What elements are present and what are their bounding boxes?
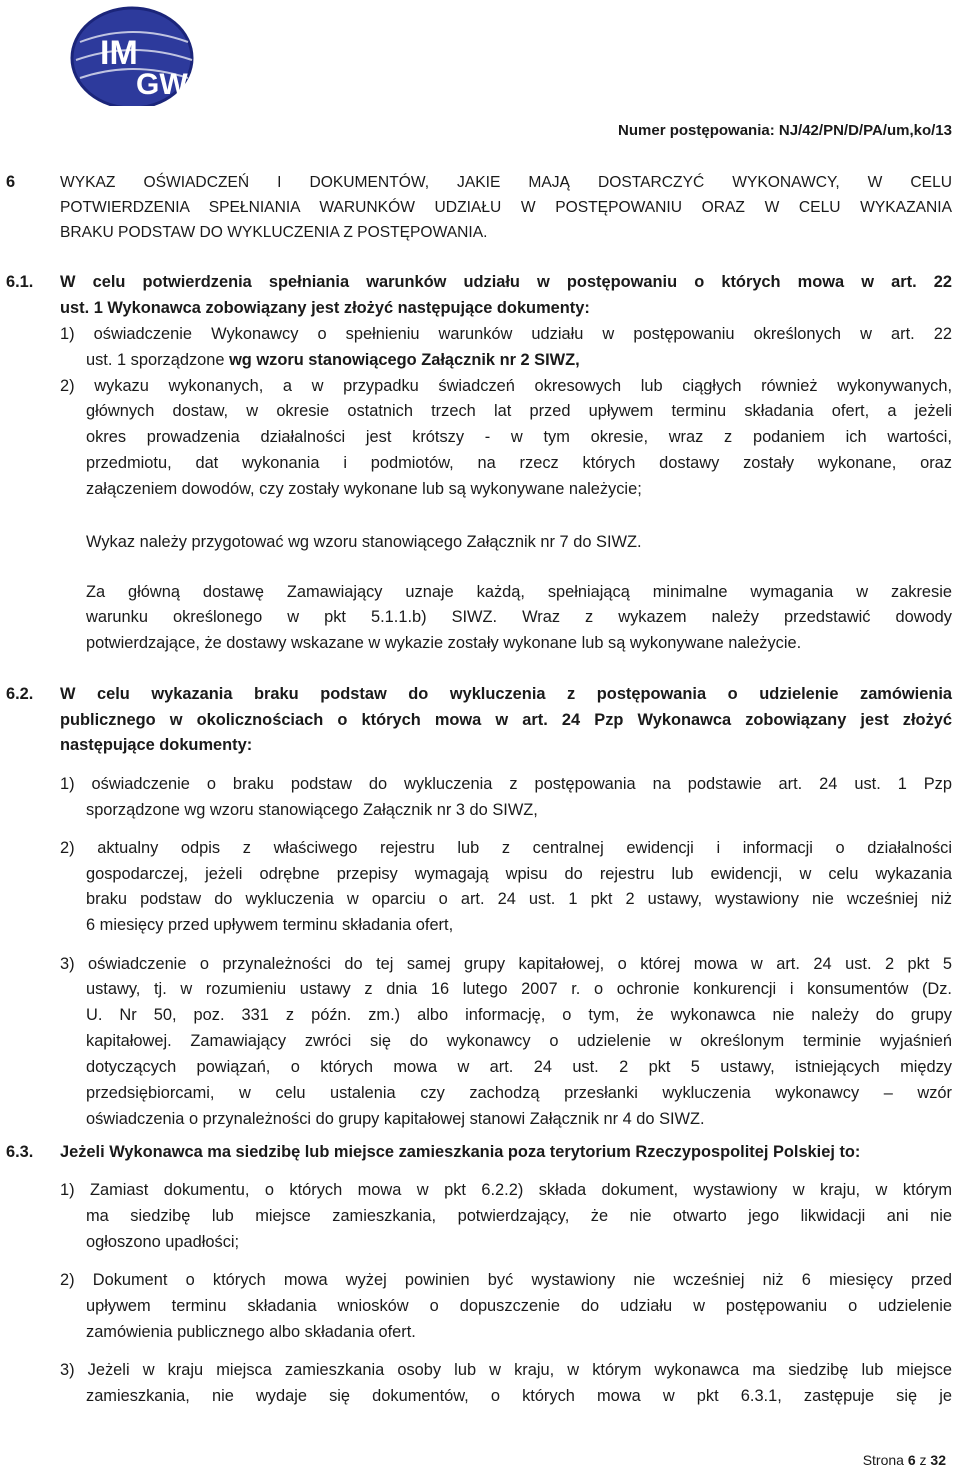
s61-glowna-line1: Za główną dostawę Zamawiający uznaje każdą, spełniającą minimalne wymagania w zakresie <box>86 583 952 601</box>
s62-item3-line6: przedsiębiorcami, w celu ustalenia czy zachodzą przesłanki wykluczenia wykonawcy – wzór <box>86 1084 952 1102</box>
s61-item1-line2b: wg wzoru stanowiącego Załącznik nr 2 SIWZ, <box>229 351 580 369</box>
logo-text-bottom: GW <box>136 68 188 101</box>
section-6-title-line3: BRAKU PODSTAW DO WYKLUCZENIA Z POSTĘPOWANIA. <box>60 224 488 241</box>
s62-item3-line4: kapitałowej. Zamawiający zwróci się do wykonawcy o udzielenie w określonym terminie wyjaśnień <box>86 1032 952 1050</box>
s61-item1-line2 <box>86 348 952 374</box>
s61-item2-line5: załączeniem dowodów, czy zostały wykonane lub są wykonywane należycie; <box>86 480 642 498</box>
footer-label: Strona <box>862 1452 904 1468</box>
logo-text-top: IM <box>100 34 138 72</box>
s61-item2-line3: okres prowadzenia działalności jest krótszy - w tym okresie, wraz z podaniem ich wartości, <box>86 428 952 446</box>
s61-line2: ust. 1 Wykonawca zobowiązany jest złożyć następujące dokumenty: <box>60 299 590 317</box>
s63-item1-line2: ma siedzibę lub miejsce zamieszkania, potwierdzający, że nie otwarto jego likwidacji ani nie <box>86 1207 952 1225</box>
s63-item3-line2: zamieszkania, nie wydaje się dokumentów, o których mowa w pkt 6.3.1, zastępuje się je <box>86 1387 952 1405</box>
footer-total: 32 <box>930 1452 946 1468</box>
s61-glowna-line2: warunku określonego w pkt 5.1.1.b) SIWZ. Wraz z wykazem należy przedstawić dowody <box>86 608 952 626</box>
s63-item1-line1: 1) Zamiast dokumentu, o których mowa w pkt 6.2.2) składa dokument, wystawiony w kraju, w którym <box>60 1181 952 1199</box>
section-6-number: 6 <box>6 173 16 191</box>
s61-item1-line2a: ust. 1 sporządzone <box>86 351 230 369</box>
s62-item3-line7: oświadczenia o przynależności do grupy kapitałowej stanowi Załącznik nr 4 do SIWZ. <box>86 1110 705 1128</box>
s61-item2-line1: 2) wykazu wykonanych, a w przypadku świadczeń okresowych lub ciągłych również wykonywanych, <box>60 377 952 395</box>
section-6-title-line2: POTWIERDZENIA SPEŁNIANIA WARUNKÓW UDZIAŁU W POSTĘPOWANIU ORAZ W CELU WYKAZANIA <box>60 199 952 216</box>
s62-line3: następujące dokumenty: <box>60 736 253 754</box>
section-6-2-number: 6.2. <box>6 685 34 703</box>
s62-item3-line5: dotyczących powiązań, o których mowa w art. 24 ust. 2 pkt 5 ustawy, istniejących między <box>86 1058 952 1076</box>
s63-line1: Jeżeli Wykonawca ma siedzibę lub miejsce zamieszkania poza terytorium Rzeczypospolitej Polskiej to: <box>60 1143 861 1161</box>
s63-item2-line2: upływem terminu składania wniosków o dopuszczenie do udziału w postępowaniu o udzielenie <box>86 1297 952 1315</box>
case-number-label: Numer postępowania: <box>618 122 775 139</box>
s62-item3-line2: ustawy, tj. w rozumieniu ustawy z dnia 16 lutego 2007 r. o ochronie konkurencji i konsumentów (Dz. <box>86 980 952 998</box>
s62-item1-line1: 1) oświadczenie o braku podstaw do wykluczenia z postępowania na podstawie art. 24 ust. 1 Pzp <box>60 775 952 793</box>
s61-glowna-line3: potwierdzające, że dostawy wskazane w wykazie zostały wykonane lub są wykonywane należycie. <box>86 634 802 652</box>
s62-line1: W celu wykazania braku podstaw do wykluczenia z postępowania o udzielenie zamówienia <box>60 685 952 703</box>
s61-line1: W celu potwierdzenia spełniania warunków udziału w postępowaniu o których mowa w art. 22 <box>60 273 952 291</box>
s62-line2: publicznego w okolicznościach o których mowa w art. 24 Pzp Wykonawca zobowiązany jest złożyć <box>60 711 952 729</box>
section-6-3-number: 6.3. <box>6 1143 34 1161</box>
s61-wykaz: Wykaz należy przygotować wg wzoru stanowiącego Załącznik nr 7 do SIWZ. <box>86 533 642 551</box>
s62-item3-line3: U. Nr 50, poz. 331 z późn. zm.) albo informację, o tym, że wykonawca nie należy do grupy <box>86 1006 952 1024</box>
s63-item2-line1: 2) Dokument o których mowa wyżej powinien być wystawiony nie wcześniej niż 6 miesięcy przed <box>60 1271 952 1289</box>
s63-item2-line3: zamówienia publicznego albo składania ofert. <box>86 1323 416 1341</box>
footer-page: 6 <box>907 1452 916 1468</box>
case-number-value: NJ/42/PN/D/PA/um,ko/13 <box>778 122 952 139</box>
s62-item1-line2: sporządzone wg wzoru stanowiącego Załącznik nr 3 do SIWZ, <box>86 801 538 819</box>
page-footer <box>863 1452 946 1468</box>
footer-of: z <box>919 1452 927 1468</box>
s62-item2-line3: braku podstaw do wykluczenia w oparciu o art. 24 ust. 1 pkt 2 ustawy, wystawiony nie wcześniej niż <box>86 890 952 908</box>
s62-item2-line1: 2) aktualny odpis z właściwego rejestru lub z centralnej ewidencji i informacji o działalności <box>60 839 952 857</box>
s63-item3-line1: 3) Jeżeli w kraju miejsca zamieszkania osoby lub w kraju, w którym wykonawca ma siedzibę lub miejsce <box>60 1361 952 1379</box>
imgw-logo <box>60 2 216 106</box>
s61-item2-line2: głównych dostaw, w okresie ostatnich trzech lat przed upływem terminu składania ofert, a jeżeli <box>86 402 952 420</box>
s62-item3-line1: 3) oświadczenie o przynależności do tej samej grupy kapitałowej, o której mowa w art. 24 ust. 2 pkt 5 <box>60 955 952 973</box>
s61-item2-line4: przedmiotu, dat wykonania i podmiotów, na rzecz których dostawy zostały wykonane, oraz <box>86 454 952 472</box>
case-number <box>618 122 952 139</box>
section-6-1-number: 6.1. <box>6 273 34 291</box>
imgw-logo-icon <box>60 2 216 106</box>
section-6-title-line1: WYKAZ OŚWIADCZEŃ I DOKUMENTÓW, JAKIE MAJĄ DOSTARCZYĆ WYKONAWCY, W CELU <box>60 174 952 191</box>
s62-item2-line2: gospodarczej, jeżeli odrębne przepisy wymagają wpisu do rejestru lub ewidencji, w celu wykazania <box>86 865 952 883</box>
s62-item2-line4: 6 miesięcy przed upływem terminu składania ofert, <box>86 916 454 934</box>
s63-item1-line3: ogłoszono upadłości; <box>86 1233 240 1251</box>
s61-item1-line1: 1) oświadczenie Wykonawcy o spełnieniu warunków udziału w postępowaniu określonych w art. 22 <box>60 325 952 343</box>
